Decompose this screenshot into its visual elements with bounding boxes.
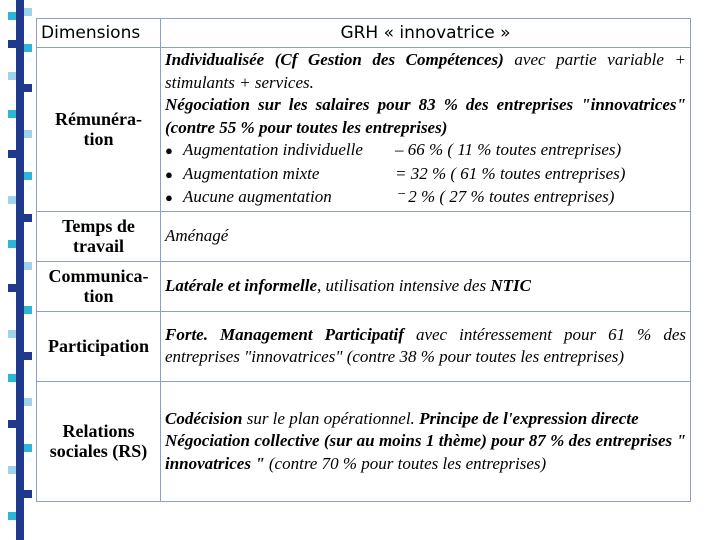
bullet-icon: ● bbox=[165, 143, 173, 158]
content-participation bbox=[161, 311, 691, 381]
dimension-relations-line1: Relations bbox=[62, 421, 135, 442]
row-participation bbox=[37, 311, 691, 381]
remuneration-partie-variable: avec partie variable + stimulants + services. bbox=[165, 50, 686, 92]
relations-expression-directe: Principe de l'expression directe bbox=[419, 408, 639, 428]
bullet-value: = 32 % ( 61 % toutes entreprises) bbox=[395, 163, 626, 183]
bullet-label: Aucune augmentation bbox=[183, 187, 332, 206]
content-temps-de-travail bbox=[161, 211, 691, 261]
dimension-relations-line2: sociales (RS) bbox=[49, 441, 148, 462]
header-dimensions: Dimensions bbox=[37, 19, 161, 48]
decorative-side-bar bbox=[0, 0, 32, 540]
bullet-value: ⁻ 2 % ( 27 % toutes entreprises) bbox=[395, 187, 615, 206]
dimension-participation: Participation bbox=[37, 311, 161, 381]
dimension-temps-line1: Temps de bbox=[62, 216, 135, 236]
temps-amenage: Aménagé bbox=[165, 225, 229, 245]
relations-plan-operationnel: sur le plan opérationnel. bbox=[242, 408, 420, 428]
content-communication bbox=[161, 261, 691, 311]
remuneration-individualisee: Individualisée (Cf Gestion des Compétences) bbox=[165, 50, 504, 69]
header-grh-innovatrice: GRH « innovatrice » bbox=[161, 19, 691, 48]
dimension-remuneration-line1: Rémunéra- bbox=[55, 109, 142, 130]
list-item bbox=[165, 139, 686, 163]
bullet-label: Augmentation mixte bbox=[183, 163, 320, 183]
communication-laterale: Latérale et informelle bbox=[165, 275, 318, 295]
dimension-communication-line2: tion bbox=[83, 286, 114, 306]
dimension-temps-line2: travail bbox=[73, 236, 124, 256]
dimension-relations-sociales bbox=[37, 381, 161, 502]
communication-utilisation: , utilisation intensive des bbox=[317, 275, 491, 295]
row-remuneration bbox=[37, 48, 691, 212]
remuneration-negociation: Négociation sur les salaires pour 83 % des entreprises "innovatrices" (contre 55 % pour toutes les entreprises) bbox=[165, 95, 686, 137]
relations-codecision: Codécision bbox=[165, 408, 243, 428]
dimension-temps-de-travail bbox=[37, 211, 161, 261]
table-header-row bbox=[37, 19, 691, 48]
bullet-icon: ● bbox=[165, 190, 173, 205]
content-remuneration bbox=[161, 48, 691, 212]
participation-interessement: avec intéressement pour 61 % des entreprises "innovatrices" (contre 38 % pour toutes les entreprises) bbox=[165, 324, 687, 366]
row-temps-de-travail bbox=[37, 211, 691, 261]
content-relations-sociales bbox=[161, 381, 691, 502]
dimension-remuneration-line2: tion bbox=[83, 129, 114, 150]
bullet-label: Augmentation individuelle bbox=[183, 140, 363, 159]
row-relations-sociales bbox=[37, 381, 691, 502]
list-item bbox=[165, 186, 686, 210]
relations-negociation-collective: Négociation collective (sur au moins 1 thème) pour 87 % des entreprises " innovatrices " bbox=[165, 431, 686, 473]
communication-ntic: NTIC bbox=[490, 275, 531, 295]
dimension-communication bbox=[37, 261, 161, 311]
bullet-value: – 66 % ( 11 % toutes entreprises) bbox=[395, 140, 622, 159]
grh-comparison-table bbox=[36, 18, 691, 502]
list-item bbox=[165, 163, 686, 187]
dimension-remuneration bbox=[37, 48, 161, 212]
participation-forte: Forte. Management Participatif bbox=[165, 324, 404, 344]
bullet-icon: ● bbox=[165, 166, 173, 182]
row-communication bbox=[37, 261, 691, 311]
relations-contre-70: (contre 70 % pour toutes les entreprises) bbox=[264, 453, 547, 473]
dimension-communication-line1: Communica- bbox=[48, 266, 149, 286]
